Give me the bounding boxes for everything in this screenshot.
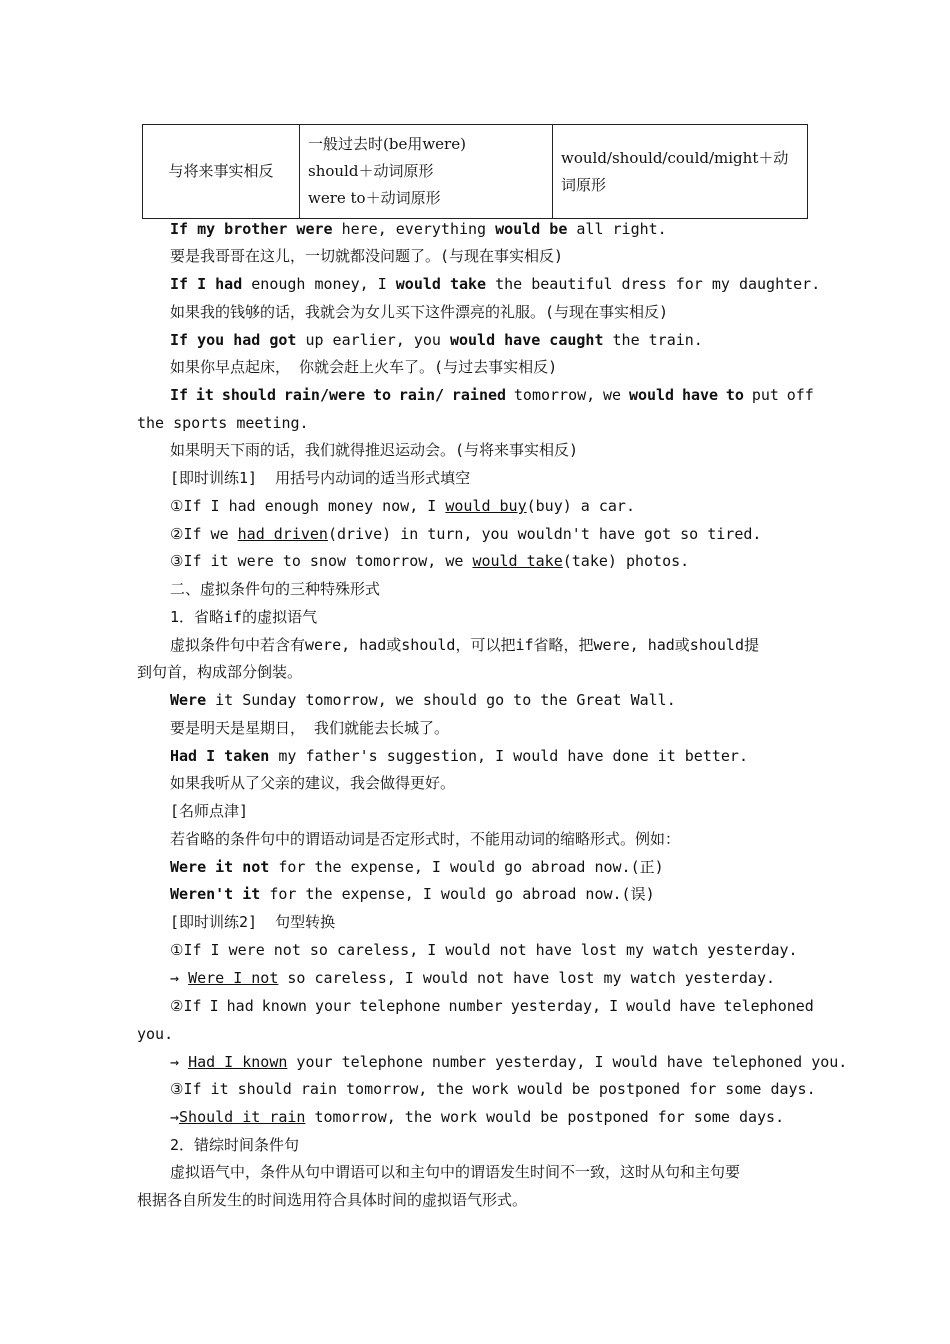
paragraph-line: 虚拟条件句中若含有were, had或should，可以把if省略，把were, had或should提	[170, 636, 759, 654]
example-sentence: If you had got up earlier, you would have caught the train.	[170, 331, 703, 349]
tip-text: 若省略的条件句中的谓语动词是否定形式时，不能用动词的缩略形式。例如：	[170, 830, 681, 848]
example-sentence: Had I taken my father's suggestion, I would have done it better.	[170, 747, 748, 765]
condition-cell: 与将来事实相反	[143, 125, 300, 219]
drill-heading: [即时训练2] 句型转换	[170, 913, 336, 931]
example-translation: 如果明天下雨的话，我们就得推迟运动会。(与将来事实相反)	[170, 441, 579, 459]
drill-item-cont: you.	[137, 1025, 174, 1043]
arrow-icon: →	[170, 1108, 180, 1126]
subsection-title: 2．错综时间条件句	[170, 1136, 300, 1154]
section-title: 二、虚拟条件句的三种特殊形式	[170, 580, 381, 598]
drill-answer: Had I known	[188, 1053, 288, 1071]
drill-answer-line: → Were I not so careless, I would not have lost my watch yesterday.	[170, 969, 776, 987]
example-translation: 如果我听从了父亲的建议，我会做得更好。	[170, 774, 456, 792]
if-clause-line: were to＋动词原形	[308, 189, 441, 207]
arrow-icon: →	[170, 1053, 189, 1071]
example-sentence-cont: the sports meeting.	[137, 414, 309, 432]
drill-answer: would buy	[445, 497, 527, 515]
drill-item: ②If I had known your telephone number yesterday, I would have telephoned	[170, 997, 814, 1015]
paragraph-line: 虚拟语气中，条件从句中谓语可以和主句中的谓语发生时间不一致，这时从句和主句要	[170, 1163, 741, 1181]
drill-item: ②If we had driven(drive) in turn, you wouldn't have got so tired.	[170, 525, 762, 543]
if-clause-cell	[300, 125, 553, 219]
drill-answer: would take	[472, 552, 563, 570]
drill-answer: had driven	[237, 525, 328, 543]
drill-answer: Were I not	[188, 969, 279, 987]
drill-answer-line: →Should it rain tomorrow, the work would be postponed for some days.	[170, 1108, 785, 1126]
drill-answer: Should it rain	[179, 1108, 306, 1126]
drill-item: ③If it were to snow tomorrow, we would take(take) photos.	[170, 552, 690, 570]
tip-example-wrong: Weren't it for the expense, I would go abroad now.(误)	[170, 885, 655, 903]
example-sentence: If I had enough money, I would take the beautiful dress for my daughter.	[170, 275, 821, 293]
example-sentence: Were it Sunday tomorrow, we should go to the Great Wall.	[170, 691, 676, 709]
example-translation: 如果你早点起床， 你就会赶上火车了。(与过去事实相反)	[170, 358, 558, 376]
example-translation: 如果我的钱够的话，我就会为女儿买下这件漂亮的礼服。(与现在事实相反)	[170, 303, 669, 321]
table-row	[143, 125, 808, 219]
example-sentence: If my brother were here, everything would be all right.	[170, 220, 667, 238]
example-sentence: If it should rain/were to rain/ rained tomorrow, we would have to put off	[170, 386, 814, 404]
drill-heading: [即时训练1] 用括号内动词的适当形式填空	[170, 469, 471, 487]
main-clause-cell	[553, 125, 808, 219]
drill-item: ③If it should rain tomorrow, the work would be postponed for some days.	[170, 1080, 816, 1098]
subsection-title: 1．省略if的虚拟语气	[170, 608, 318, 626]
if-clause-line: 一般过去时(be用were)	[308, 135, 466, 153]
paragraph-line: 到句首，构成部分倒装。	[137, 663, 303, 681]
arrow-icon: →	[170, 969, 189, 987]
if-clause-line: should＋动词原形	[308, 162, 434, 180]
drill-answer-line: → Had I known your telephone number yesterday, I would have telephoned you.	[170, 1053, 848, 1071]
main-clause-line: 词原形	[561, 175, 607, 194]
paragraph-line: 根据各自所发生的时间选用符合具体时间的虚拟语气形式。	[137, 1191, 528, 1209]
subjunctive-table	[142, 124, 808, 219]
example-translation: 要是明天是星期日， 我们就能去长城了。	[170, 719, 450, 737]
example-translation: 要是我哥哥在这儿，一切就都没问题了。(与现在事实相反)	[170, 247, 564, 265]
drill-item: ①If I had enough money now, I would buy(buy) a car.	[170, 497, 635, 515]
drill-item: ①If I were not so careless, I would not have lost my watch yesterday.	[170, 941, 798, 959]
tip-heading: [名师点津]	[170, 802, 249, 820]
main-clause-line: would/should/could/might＋动	[561, 148, 789, 167]
tip-example-correct: Were it not for the expense, I would go abroad now.(正)	[170, 858, 664, 876]
